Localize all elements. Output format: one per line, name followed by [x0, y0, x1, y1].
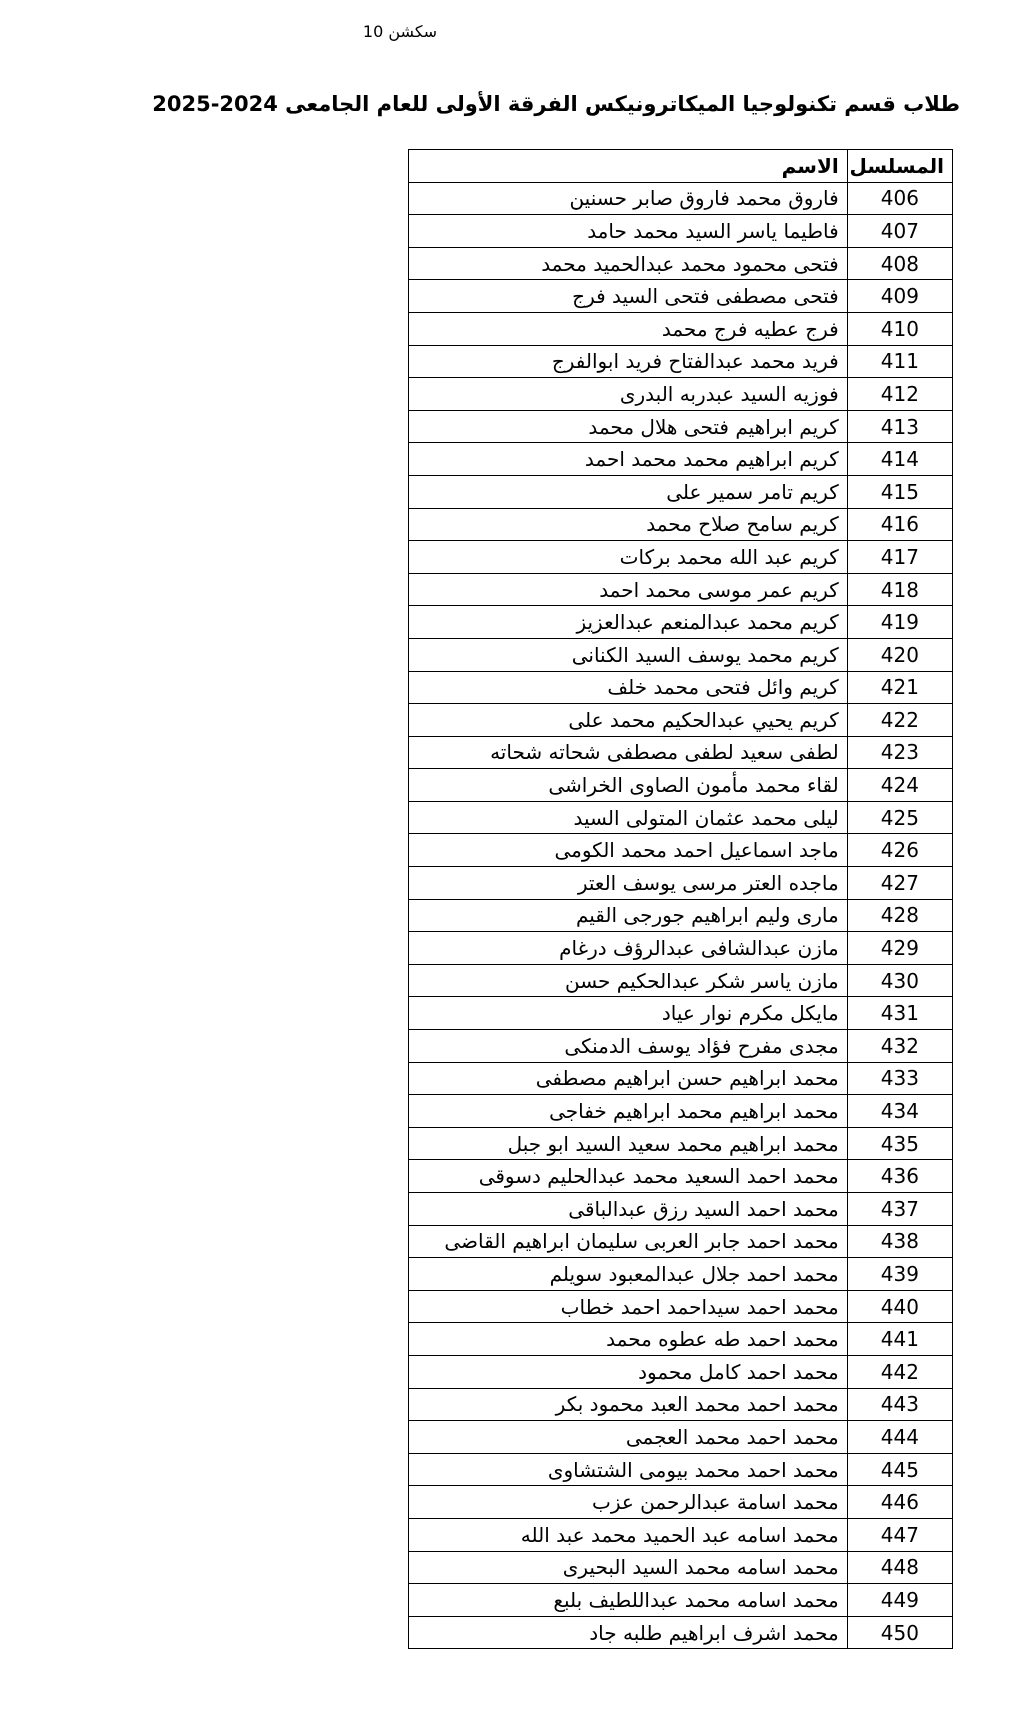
serial-cell: 428 — [847, 899, 952, 932]
name-cell: فتحى محمود محمد عبدالحميد محمد — [409, 247, 848, 280]
serial-cell: 418 — [847, 573, 952, 606]
table-row — [409, 247, 953, 280]
serial-cell: 436 — [847, 1160, 952, 1193]
table-row — [409, 997, 953, 1030]
table-row — [409, 1258, 953, 1291]
table-row — [409, 1290, 953, 1323]
name-cell: فتحى مصطفى فتحى السيد فرج — [409, 280, 848, 313]
name-cell: كريم يحيي عبدالحكيم محمد على — [409, 704, 848, 737]
table-row — [409, 1453, 953, 1486]
serial-cell: 425 — [847, 801, 952, 834]
table-row — [409, 1584, 953, 1617]
serial-column-header: المسلسل — [847, 150, 952, 183]
serial-cell: 446 — [847, 1486, 952, 1519]
table-row — [409, 541, 953, 574]
serial-cell: 430 — [847, 964, 952, 997]
name-cell: فوزيه السيد عبدربه البدرى — [409, 378, 848, 411]
serial-cell: 444 — [847, 1421, 952, 1454]
serial-cell: 447 — [847, 1518, 952, 1551]
serial-cell: 414 — [847, 443, 952, 476]
table-row — [409, 801, 953, 834]
name-cell: مازن ياسر شكر عبدالحكيم حسن — [409, 964, 848, 997]
serial-cell: 413 — [847, 410, 952, 443]
name-cell: مارى وليم ابراهيم جورجى القيم — [409, 899, 848, 932]
name-cell: مايكل مكرم نوار عياد — [409, 997, 848, 1030]
name-cell: فاروق محمد فاروق صابر حسنين — [409, 182, 848, 215]
table-row — [409, 932, 953, 965]
serial-cell: 406 — [847, 182, 952, 215]
table-row — [409, 964, 953, 997]
name-cell: كريم محمد عبدالمنعم عبدالعزيز — [409, 606, 848, 639]
serial-cell: 420 — [847, 638, 952, 671]
name-cell: ماجد اسماعيل احمد محمد الكومى — [409, 834, 848, 867]
name-cell: كريم محمد يوسف السيد الكنانى — [409, 638, 848, 671]
page-title: طلاب قسم تكنولوجيا الميكاترونيكس الفرقة الأولى للعام الجامعى 2024-2025 — [152, 92, 960, 116]
name-cell: محمد احمد السيد رزق عبدالباقى — [409, 1193, 848, 1226]
name-cell: محمد ابراهيم محمد ابراهيم خفاجى — [409, 1095, 848, 1128]
table-row — [409, 508, 953, 541]
serial-cell: 432 — [847, 1030, 952, 1063]
serial-cell: 431 — [847, 997, 952, 1030]
serial-cell: 433 — [847, 1062, 952, 1095]
header-row — [409, 150, 953, 183]
table-row — [409, 1323, 953, 1356]
name-column-header: الاسم — [409, 150, 848, 183]
name-cell: مازن عبدالشافى عبدالرؤف درغام — [409, 932, 848, 965]
table-row — [409, 1193, 953, 1226]
name-cell: محمد احمد السعيد محمد عبدالحليم دسوقى — [409, 1160, 848, 1193]
serial-cell: 424 — [847, 769, 952, 802]
table-row — [409, 573, 953, 606]
serial-cell: 422 — [847, 704, 952, 737]
name-cell: محمد احمد جلال عبدالمعبود سويلم — [409, 1258, 848, 1291]
name-cell: كريم ابراهيم محمد محمد احمد — [409, 443, 848, 476]
table-row — [409, 443, 953, 476]
serial-cell: 408 — [847, 247, 952, 280]
serial-cell: 417 — [847, 541, 952, 574]
serial-cell: 410 — [847, 312, 952, 345]
table-row — [409, 1518, 953, 1551]
name-cell: محمد احمد محمد العجمى — [409, 1421, 848, 1454]
table-row — [409, 834, 953, 867]
serial-cell: 409 — [847, 280, 952, 313]
table-row — [409, 410, 953, 443]
serial-cell: 416 — [847, 508, 952, 541]
name-cell: كريم ابراهيم فتحى هلال محمد — [409, 410, 848, 443]
table-row — [409, 704, 953, 737]
table-row — [409, 1388, 953, 1421]
name-cell: محمد اسامه عبد الحميد محمد عبد الله — [409, 1518, 848, 1551]
section-label: سكشن 10 — [362, 22, 438, 41]
name-cell: محمد احمد سيداحمد احمد خطاب — [409, 1290, 848, 1323]
table-row — [409, 1127, 953, 1160]
name-cell: لقاء محمد مأمون الصاوى الخراشى — [409, 769, 848, 802]
table-row — [409, 1616, 953, 1649]
serial-cell: 448 — [847, 1551, 952, 1584]
table-row — [409, 736, 953, 769]
name-cell: ليلى محمد عثمان المتولى السيد — [409, 801, 848, 834]
serial-cell: 437 — [847, 1193, 952, 1226]
name-cell: كريم عبد الله محمد بركات — [409, 541, 848, 574]
name-cell: محمد ابراهيم حسن ابراهيم مصطفى — [409, 1062, 848, 1095]
serial-cell: 423 — [847, 736, 952, 769]
serial-cell: 411 — [847, 345, 952, 378]
name-cell: لطفى سعيد لطفى مصطفى شحاته شحاته — [409, 736, 848, 769]
table-row — [409, 1030, 953, 1063]
serial-cell: 415 — [847, 475, 952, 508]
table-row — [409, 1486, 953, 1519]
table-row — [409, 1225, 953, 1258]
serial-cell: 443 — [847, 1388, 952, 1421]
table-row — [409, 345, 953, 378]
name-cell: محمد احمد محمد العبد محمود بكر — [409, 1388, 848, 1421]
serial-cell: 419 — [847, 606, 952, 639]
table-row — [409, 638, 953, 671]
name-cell: كريم تامر سمير على — [409, 475, 848, 508]
serial-cell: 449 — [847, 1584, 952, 1617]
table-row — [409, 1551, 953, 1584]
serial-cell: 445 — [847, 1453, 952, 1486]
name-cell: محمد احمد كامل محمود — [409, 1355, 848, 1388]
table-row — [409, 1095, 953, 1128]
name-cell: محمد احمد طه عطوه محمد — [409, 1323, 848, 1356]
table-row — [409, 182, 953, 215]
name-cell: فريد محمد عبدالفتاح فريد ابوالفرج — [409, 345, 848, 378]
name-cell: فاطيما ياسر السيد محمد حامد — [409, 215, 848, 248]
serial-cell: 439 — [847, 1258, 952, 1291]
table-row — [409, 769, 953, 802]
serial-cell: 450 — [847, 1616, 952, 1649]
table-row — [409, 867, 953, 900]
table-row — [409, 671, 953, 704]
table-row — [409, 378, 953, 411]
table-row — [409, 312, 953, 345]
serial-cell: 407 — [847, 215, 952, 248]
name-cell: محمد اسامه محمد السيد البحيرى — [409, 1551, 848, 1584]
serial-cell: 438 — [847, 1225, 952, 1258]
name-cell: كريم وائل فتحى محمد خلف — [409, 671, 848, 704]
name-cell: محمد اسامه محمد عبداللطيف بلبع — [409, 1584, 848, 1617]
table-row — [409, 475, 953, 508]
name-cell: مجدى مفرح فؤاد يوسف الدمنكى — [409, 1030, 848, 1063]
serial-cell: 442 — [847, 1355, 952, 1388]
name-cell: ماجده العتر مرسى يوسف العتر — [409, 867, 848, 900]
serial-cell: 440 — [847, 1290, 952, 1323]
name-cell: محمد احمد جابر العربى سليمان ابراهيم القاضى — [409, 1225, 848, 1258]
table-row — [409, 1421, 953, 1454]
name-cell: كريم عمر موسى محمد احمد — [409, 573, 848, 606]
students-table — [408, 149, 953, 1649]
name-cell: فرج عطيه فرج محمد — [409, 312, 848, 345]
serial-cell: 429 — [847, 932, 952, 965]
table-row — [409, 1160, 953, 1193]
serial-cell: 435 — [847, 1127, 952, 1160]
table-row — [409, 899, 953, 932]
name-cell: محمد احمد محمد بيومى الشتشاوى — [409, 1453, 848, 1486]
serial-cell: 434 — [847, 1095, 952, 1128]
name-cell: كريم سامح صلاح محمد — [409, 508, 848, 541]
name-cell: محمد اسامة عبدالرحمن عزب — [409, 1486, 848, 1519]
table-row — [409, 280, 953, 313]
serial-cell: 426 — [847, 834, 952, 867]
table-body — [409, 182, 953, 1649]
serial-cell: 421 — [847, 671, 952, 704]
table-row — [409, 1355, 953, 1388]
table-row — [409, 606, 953, 639]
serial-cell: 441 — [847, 1323, 952, 1356]
name-cell: محمد اشرف ابراهيم طلبه جاد — [409, 1616, 848, 1649]
serial-cell: 427 — [847, 867, 952, 900]
serial-cell: 412 — [847, 378, 952, 411]
table-row — [409, 1062, 953, 1095]
table-header — [409, 150, 953, 183]
table-row — [409, 215, 953, 248]
name-cell: محمد ابراهيم محمد سعيد السيد ابو جبل — [409, 1127, 848, 1160]
